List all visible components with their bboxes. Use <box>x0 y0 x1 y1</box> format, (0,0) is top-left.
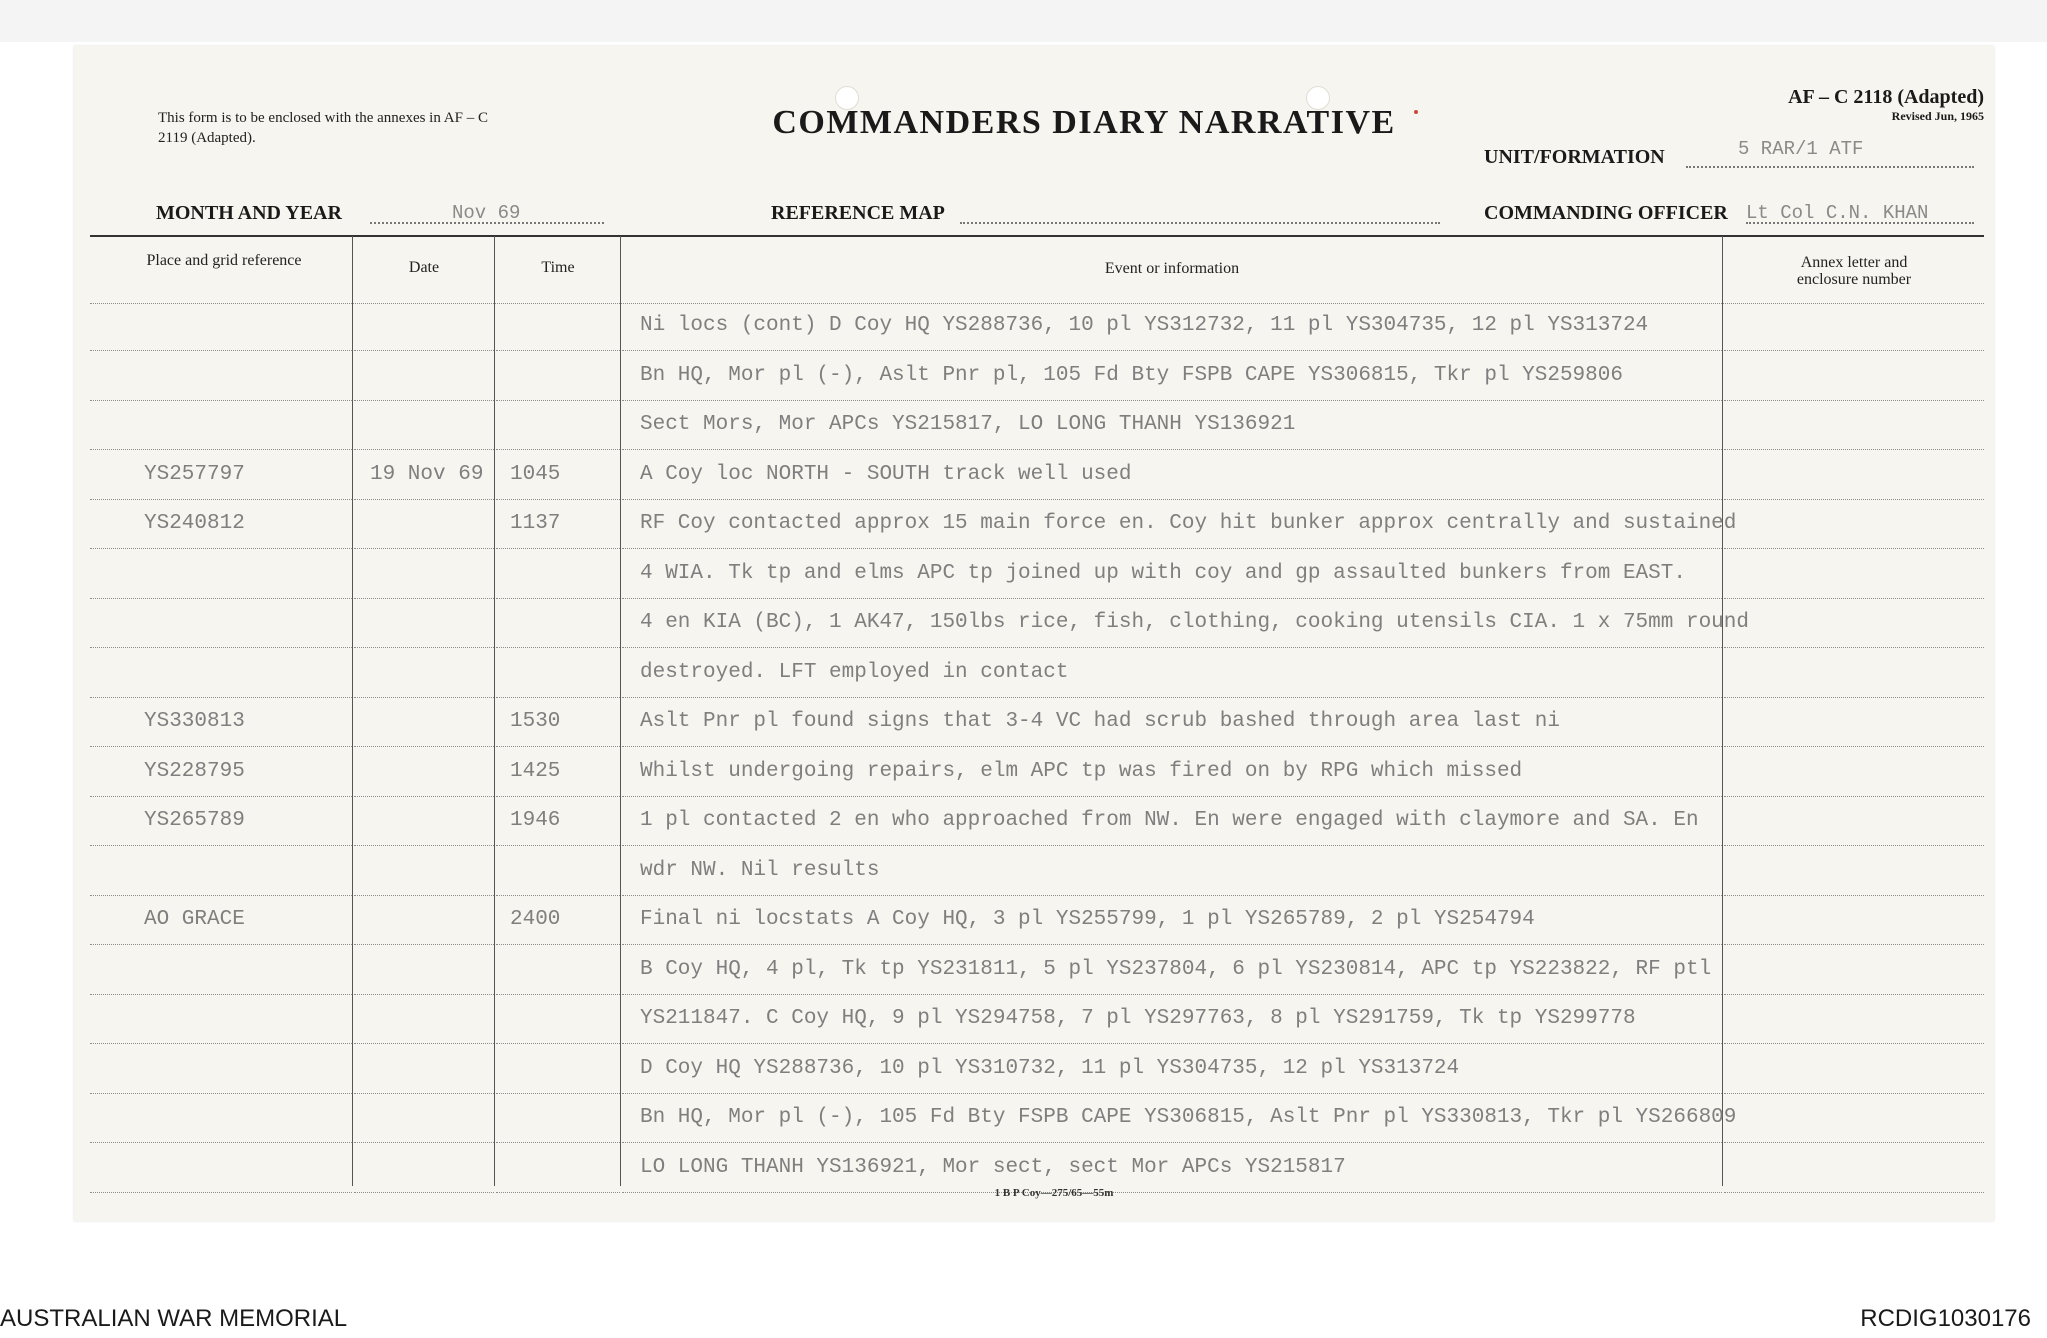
row-dotted-line <box>90 598 352 599</box>
row-dotted-line <box>496 647 620 648</box>
form-title: COMMANDERS DIARY NARRATIVE <box>772 104 1396 141</box>
row-dotted-line <box>496 1093 620 1094</box>
event-cell: D Coy HQ YS288736, 10 pl YS310732, 11 pl YS304735, 12 pl YS313724 <box>640 1056 1460 1080</box>
row-dotted-line <box>90 746 352 747</box>
row-dotted-line <box>354 895 494 896</box>
month-year-label: MONTH AND YEAR <box>156 202 342 224</box>
row-dotted-line <box>90 697 352 698</box>
row-dotted-line <box>1724 895 1984 896</box>
row-dotted-line <box>496 400 620 401</box>
row-dotted-line <box>622 746 1722 747</box>
row-dotted-line <box>90 994 352 995</box>
row-dotted-line <box>496 697 620 698</box>
row-dotted-line <box>622 994 1722 995</box>
row-dotted-line <box>1724 598 1984 599</box>
row-dotted-line <box>1724 746 1984 747</box>
row-dotted-line <box>90 449 352 450</box>
event-cell: 4 en KIA (BC), 1 AK47, 150lbs rice, fish, clothing, cooking utensils CIA. 1 x 75mm round <box>640 611 1749 634</box>
row-dotted-line <box>622 449 1722 450</box>
row-dotted-line <box>354 1192 494 1193</box>
event-cell: B Coy HQ, 4 pl, Tk tp YS231811, 5 pl YS237804, 6 pl YS230814, APC tp YS223822, RF ptl <box>640 957 1712 981</box>
form-number: AF – C 2118 (Adapted) <box>1788 86 1984 108</box>
time-cell: 1045 <box>510 462 561 486</box>
form-number-block <box>1788 86 1984 124</box>
row-dotted-line <box>1724 994 1984 995</box>
row-dotted-line <box>1724 1142 1984 1143</box>
row-dotted-line <box>622 1043 1722 1044</box>
row-dotted-line <box>90 845 352 846</box>
row-dotted-line <box>622 845 1722 846</box>
row-dotted-line <box>496 449 620 450</box>
event-cell: Whilst undergoing repairs, elm APC tp was fired on by RPG which missed <box>640 759 1523 783</box>
row-dotted-line <box>90 548 352 549</box>
event-cell: wdr NW. Nil results <box>640 858 880 882</box>
row-dotted-line <box>1724 944 1984 945</box>
row-dotted-line <box>354 845 494 846</box>
row-dotted-line <box>496 994 620 995</box>
header-row-line <box>90 303 1984 304</box>
row-dotted-line <box>90 1093 352 1094</box>
revision-date: Revised Jun, 1965 <box>1891 109 1984 123</box>
row-dotted-line <box>1724 449 1984 450</box>
row-dotted-line <box>622 598 1722 599</box>
row-dotted-line <box>1724 845 1984 846</box>
event-cell: Ni locs (cont) D Coy HQ YS288736, 10 pl YS312732, 11 pl YS304735, 12 pl YS313724 <box>640 314 1649 337</box>
credit-left: AUSTRALIAN WAR MEMORIAL <box>0 1305 348 1332</box>
row-dotted-line <box>622 499 1722 500</box>
row-dotted-line <box>496 548 620 549</box>
row-dotted-line <box>1724 548 1984 549</box>
row-dotted-line <box>622 1142 1722 1143</box>
event-cell: Bn HQ, Mor pl (-), 105 Fd Bty FSPB CAPE YS306815, Aslt Pnr pl YS330813, Tkr pl YS266809 <box>640 1106 1737 1129</box>
row-dotted-line <box>354 746 494 747</box>
row-dotted-line <box>622 796 1722 797</box>
unit-value: 5 RAR/1 ATF <box>1738 138 1864 160</box>
event-cell: Aslt Pnr pl found signs that 3-4 VC had scrub bashed through area last ni <box>640 710 1560 733</box>
row-dotted-line <box>354 1142 494 1143</box>
row-dotted-line <box>1724 1093 1984 1094</box>
column-header-time: Time <box>541 259 575 276</box>
row-dotted-line <box>496 350 620 351</box>
row-dotted-line <box>354 1093 494 1094</box>
row-dotted-line <box>354 796 494 797</box>
event-cell: Bn HQ, Mor pl (-), Aslt Pnr pl, 105 Fd Bty FSPB CAPE YS306815, Tkr pl YS259806 <box>640 363 1623 387</box>
row-dotted-line <box>354 598 494 599</box>
credit-right: RCDIG1030176 <box>1860 1305 2031 1332</box>
row-dotted-line <box>622 350 1722 351</box>
row-dotted-line <box>354 499 494 500</box>
event-cell: RF Coy contacted approx 15 main force en. Coy hit bunker approx centrally and sustained <box>640 512 1737 535</box>
row-dotted-line <box>1724 697 1984 698</box>
place-grid-cell: AO GRACE <box>144 908 245 931</box>
row-dotted-line <box>354 449 494 450</box>
column-divider <box>494 236 495 1186</box>
row-dotted-line <box>496 1142 620 1143</box>
row-dotted-line <box>354 697 494 698</box>
row-dotted-line <box>90 1142 352 1143</box>
row-dotted-line <box>496 895 620 896</box>
place-grid-cell: YS265789 <box>144 809 245 832</box>
reference-map-dotted-line <box>960 208 1440 224</box>
event-cell: Sect Mors, Mor APCs YS215817, LO LONG THANH YS136921 <box>640 413 1296 436</box>
place-grid-cell: YS257797 <box>144 462 245 486</box>
row-dotted-line <box>354 944 494 945</box>
commanding-officer-label: COMMANDING OFFICER <box>1484 202 1728 224</box>
row-dotted-line <box>496 1192 620 1193</box>
column-header-place: Place and grid reference <box>146 252 302 269</box>
row-dotted-line <box>1724 796 1984 797</box>
row-dotted-line <box>90 350 352 351</box>
column-divider <box>352 236 353 1186</box>
event-cell: 1 pl contacted 2 en who approached from NW. En were engaged with claymore and SA. En <box>640 809 1699 832</box>
column-divider <box>1722 236 1723 1186</box>
row-dotted-line <box>496 598 620 599</box>
place-grid-cell: YS240812 <box>144 512 245 535</box>
row-dotted-line <box>1724 400 1984 401</box>
event-cell: A Coy loc NORTH - SOUTH track well used <box>640 462 1132 486</box>
commanding-officer-value: Lt Col C.N. KHAN <box>1746 202 1929 224</box>
time-cell: 1137 <box>510 512 561 535</box>
row-dotted-line <box>1724 1192 1984 1193</box>
row-dotted-line <box>622 944 1722 945</box>
time-cell: 1425 <box>510 759 561 783</box>
row-dotted-line <box>90 499 352 500</box>
row-dotted-line <box>90 796 352 797</box>
row-dotted-line <box>354 548 494 549</box>
row-dotted-line <box>496 746 620 747</box>
row-dotted-line <box>622 895 1722 896</box>
row-dotted-line <box>354 350 494 351</box>
time-cell: 1530 <box>510 710 561 733</box>
enclosure-note: This form is to be enclosed with the annexes in AF – C 2119 (Adapted). <box>158 110 488 146</box>
column-header-event: Event or information <box>1104 260 1240 277</box>
unit-label: UNIT/FORMATION <box>1484 146 1665 168</box>
row-dotted-line <box>1724 350 1984 351</box>
column-divider <box>620 236 621 1186</box>
row-dotted-line <box>90 1043 352 1044</box>
top-bar <box>0 0 2047 42</box>
row-dotted-line <box>622 400 1722 401</box>
row-dotted-line <box>496 1043 620 1044</box>
row-dotted-line <box>354 400 494 401</box>
row-dotted-line <box>496 499 620 500</box>
row-dotted-line <box>354 647 494 648</box>
column-header-date: Date <box>408 259 440 276</box>
printer-note: 1 B P Coy—275/65—55m <box>994 1187 1114 1199</box>
row-dotted-line <box>90 944 352 945</box>
row-dotted-line <box>622 697 1722 698</box>
row-dotted-line <box>90 1192 352 1193</box>
row-dotted-line <box>496 796 620 797</box>
row-dotted-line <box>354 994 494 995</box>
row-dotted-line <box>496 944 620 945</box>
reference-map-label: REFERENCE MAP <box>771 202 945 224</box>
diary-form-sheet <box>74 46 1994 1221</box>
row-dotted-line <box>90 400 352 401</box>
row-dotted-line <box>354 1043 494 1044</box>
row-dotted-line <box>496 845 620 846</box>
event-cell: LO LONG THANH YS136921, Mor sect, sect Mor APCs YS215817 <box>640 1155 1346 1179</box>
row-dotted-line <box>622 1093 1722 1094</box>
event-cell: YS211847. C Coy HQ, 9 pl YS294758, 7 pl YS297763, 8 pl YS291759, Tk tp YS299778 <box>640 1007 1636 1030</box>
row-dotted-line <box>90 647 352 648</box>
date-cell: 19 Nov 69 <box>370 462 484 486</box>
row-dotted-line <box>1724 499 1984 500</box>
event-cell: destroyed. LFT employed in contact <box>640 660 1069 684</box>
table-top-rule <box>90 235 1984 237</box>
place-grid-cell: YS330813 <box>144 710 245 733</box>
row-dotted-line <box>1724 1043 1984 1044</box>
row-dotted-line <box>90 895 352 896</box>
month-year-value: Nov 69 <box>452 202 521 224</box>
column-header-annex: Annex letter and enclosure number <box>1796 254 1912 288</box>
time-cell: 2400 <box>510 908 561 931</box>
row-dotted-line <box>622 548 1722 549</box>
event-cell: 4 WIA. Tk tp and elms APC tp joined up with coy and gp assaulted bunkers from EAST. <box>640 561 1686 585</box>
time-cell: 1946 <box>510 809 561 832</box>
row-dotted-line <box>1724 647 1984 648</box>
row-dotted-line <box>622 647 1722 648</box>
place-grid-cell: YS228795 <box>144 759 245 783</box>
event-cell: Final ni locstats A Coy HQ, 3 pl YS255799, 1 pl YS265789, 2 pl YS254794 <box>640 908 1535 931</box>
